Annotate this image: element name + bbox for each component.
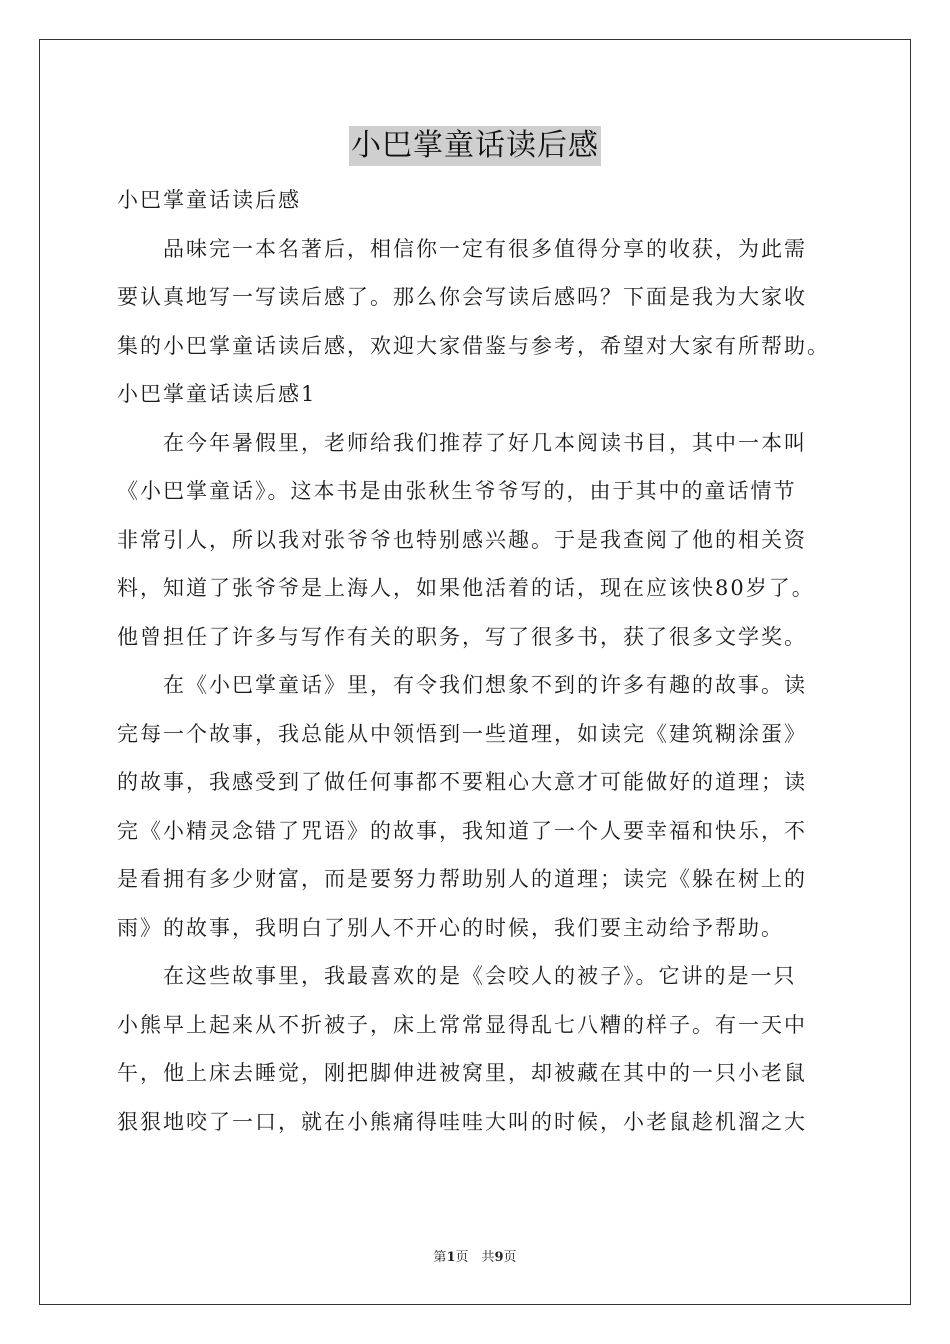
paragraph-line: 狠狠地咬了一口，就在小熊痛得哇哇大叫的时候，小老鼠趁机溜之大: [117, 1109, 807, 1134]
paragraph-line: 完《小精灵念错了咒语》的故事，我知道了一个人要幸福和快乐，不: [117, 818, 807, 843]
footer-prefix: 第: [433, 1250, 447, 1265]
paragraph-line: 《小巴掌童话》。这本书是由张秋生爷爷写的，由于其中的童话情节: [117, 479, 797, 503]
paragraph-line: 午，他上床去睡觉，刚把脚伸进被窝里，却被藏在其中的一只小老鼠: [117, 1061, 807, 1085]
paragraph-line: 要认真地写一写读后感了。那么你会写读后感吗？下面是我为大家收: [117, 285, 807, 309]
paragraph-line: 非常引人，所以我对张爷爷也特别感兴趣。于是我查阅了他的相关资: [117, 527, 807, 552]
title-container: [0, 126, 950, 166]
paragraph-line: 在这些故事里，我最喜欢的是《会咬人的被子》。它讲的是一只: [163, 964, 797, 988]
current-page-number: 1: [446, 1250, 456, 1265]
subheading: 小巴掌童话读后感: [117, 188, 301, 212]
paragraph-line: 品味完一本名著后，相信你一定有很多值得分享的收获，为此需: [163, 236, 807, 261]
document-title: 小巴掌童话读后感: [349, 126, 601, 166]
page-footer: [0, 1246, 950, 1265]
paragraph-line: 在《小巴掌童话》里，有令我们想象不到的许多有趣的故事。读: [163, 673, 807, 697]
paragraph-line: 小熊早上起来从不折被子，床上常常显得乱七八糟的样子。有一天中: [117, 1012, 807, 1037]
paragraph-line: 是看拥有多少财富，而是要努力帮助别人的道理；读完《躲在树上的: [117, 867, 807, 891]
footer-suffix: 页: [503, 1250, 517, 1265]
footer-mid: 页 共: [455, 1250, 495, 1265]
document-body: [117, 176, 842, 1146]
paragraph-line: 他曾担任了许多与写作有关的职务，写了很多书，获了很多文学奖。: [117, 624, 807, 649]
paragraph-line: 雨》的故事，我明白了别人不开心的时候，我们要主动给予帮助。: [117, 915, 784, 940]
paragraph-line: 料，知道了张爷爷是上海人，如果他活着的话，现在应该快80岁了。: [117, 576, 815, 600]
section-heading: 小巴掌童话读后感1: [117, 382, 317, 406]
total-pages-number: 9: [494, 1250, 504, 1265]
paragraph-line: 集的小巴掌童话读后感，欢迎大家借鉴与参考，希望对大家有所帮助。: [117, 333, 830, 358]
paragraph-line: 完每一个故事，我总能从中领悟到一些道理，如读完《建筑糊涂蛋》: [117, 721, 807, 746]
paragraph-line: 在今年暑假里，老师给我们推荐了好几本阅读书目，其中一本叫: [163, 430, 807, 455]
paragraph-line: 的故事，我感受到了做任何事都不要粗心大意才可能做好的道理；读: [117, 770, 807, 794]
